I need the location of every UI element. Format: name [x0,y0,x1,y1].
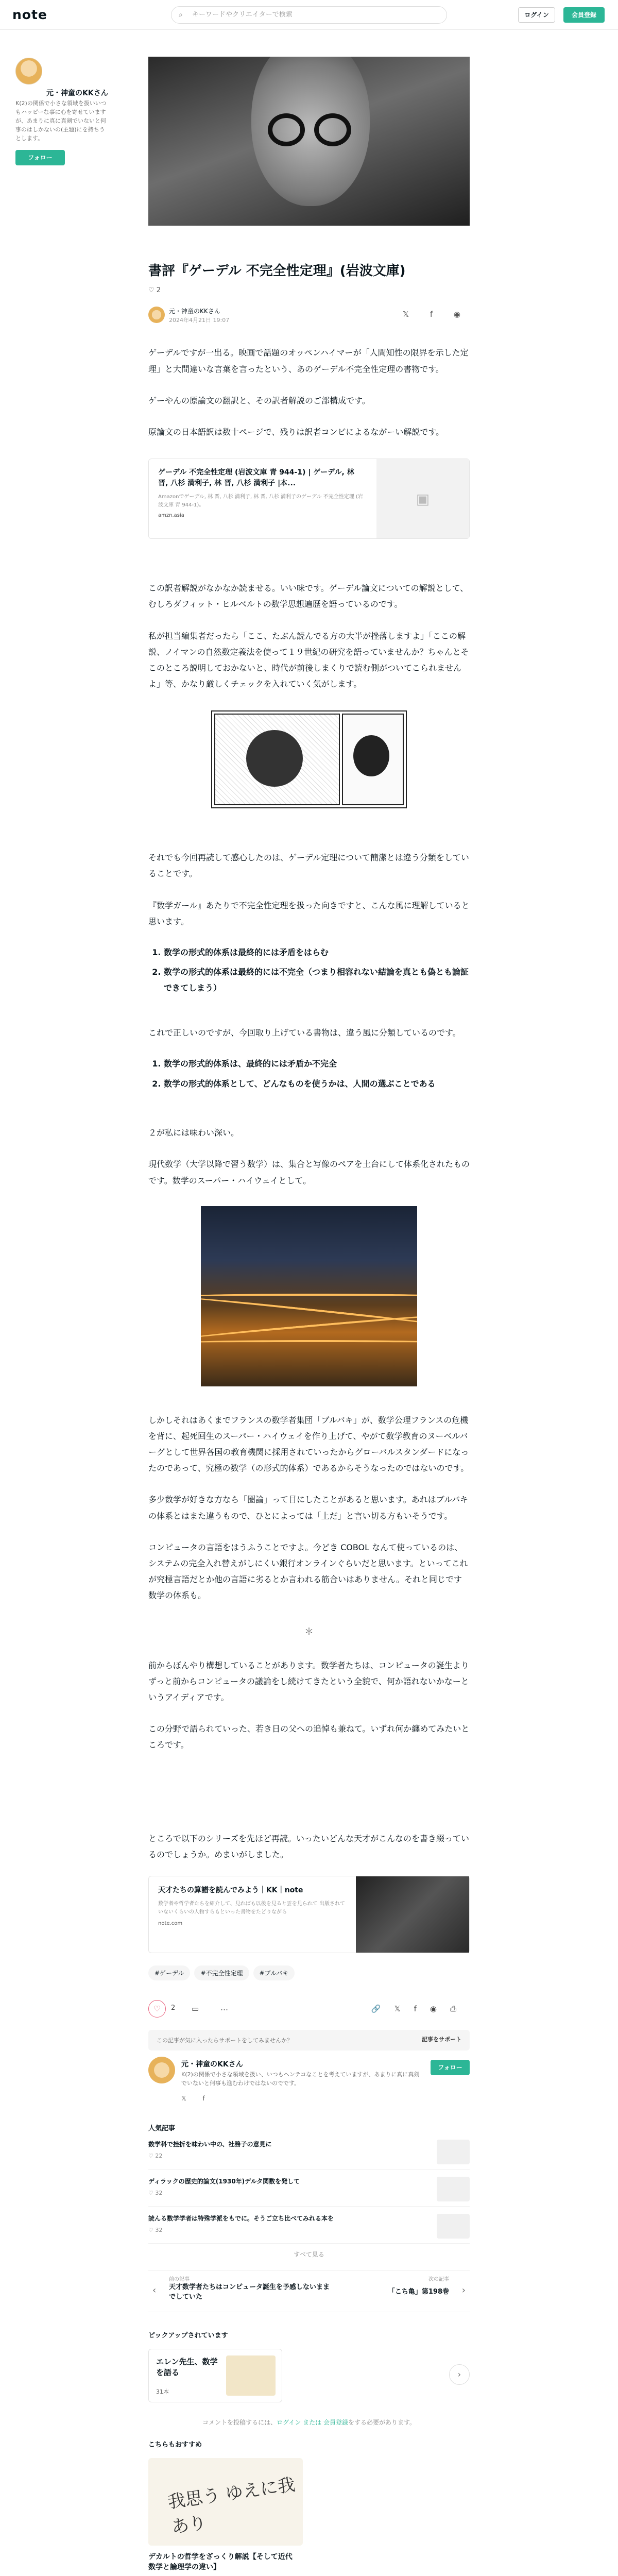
publish-date: 2024年4月21日 19:07 [169,317,230,324]
login-button[interactable]: ログイン [518,7,555,23]
prev-article-link[interactable]: 天才数学者たちはコンピュータ誕生を予感しないままでしていた [169,2283,330,2301]
next-label: 次の記事 [428,2276,449,2282]
pickup-section [148,2349,470,2413]
popular-heading: 人気記事 [148,2124,176,2132]
see-all-link[interactable]: すべて見る [294,2250,324,2258]
heart-icon[interactable]: ♡ [148,2000,166,2018]
card-url: amzn.asia [158,513,184,519]
paragraph: ゲーデルですが一出る。映画で話題のオッペンハイマーが「人間知性の限界を示した定理」と大間違いな言葉を言ったという、あのゲーデル不完全性定理の書物です。 [148,348,469,374]
article-navigation [148,2270,470,2312]
popular-title: 読んる数学学者は特殊学派をもでに。そうご立ち比べてみれる本を [148,2214,334,2222]
comment-icon[interactable]: ▭ [192,2004,199,2013]
paragraph: ２が私には味わい深い。 [148,1128,239,1138]
support-button[interactable]: 記事をサポート [422,2036,461,2043]
profile-name[interactable]: 元・神童のKKさん [181,2060,243,2069]
paragraph: これで正しいのですが、今回取り上げている書物は、違う風に分類しているのです。 [148,1028,461,1038]
list-item: 2. 数学の形式的体系は最終的には不完全（つまり相容れない結論を真とも偽とも論証できてしまう） [164,964,470,996]
tag[interactable]: #ブルバキ [253,1965,295,1980]
next-article-link[interactable]: 「こち亀」第198巻 [388,2287,449,2296]
popular-title: 数学科で挫折を味わい中の、社務子の意見に [148,2140,272,2148]
list-item: 2. 数学の形式的体系として、どんなものを使うかは、人間の選ぶことである [164,1076,470,1092]
like-count[interactable]: ♡ 2 [148,286,161,295]
more-icon[interactable]: … [220,2003,228,2012]
paragraph: ところで以下のシリーズを先ほど再読。いったいどんな天才がこんなのを書き綴っているのでしょうか。めまいがしました。 [148,1833,470,1859]
magazine-image [226,2355,276,2396]
image-placeholder-icon: ▣ [376,459,469,538]
search-placeholder: キーワードやクリエイターで検索 [192,11,293,19]
ordered-list [148,945,470,996]
magazine-title: エレン先生、数学を語る [156,2357,218,2377]
chevron-right-icon[interactable]: › [461,2284,466,2296]
like-count: ♡ 32 [148,2189,163,2196]
follow-button[interactable]: フォロー [431,2060,470,2075]
card-thumbnail [356,1876,469,1953]
avatar[interactable] [148,307,165,323]
sidebar-description: K(2)の関係で小さな領域を扱いいつもハッピーな事に心を寄せていますが、あまりに真に真剣でいないと何事のはしかないの(主題)にを持ちうとします。 [15,100,107,142]
article-title: 書評『ゲーデル 不完全性定理』(岩波文庫) [148,263,406,279]
paragraph: 多少数学が好きな方なら「圏論」って目にしたことがあると思います。あれはブルバキの体系とはまた違うもので、ひとによっては「上だ」と言い切る方もいそうです。 [148,1495,468,1521]
paragraph: 原論文の日本語訳は数十ページで、残りは訳者コンビによるながーい解説です。 [148,427,444,437]
card-description: 数学者や哲学者たちを紹介して、見ればも以後を見ると雲を見られて 出版されていないくらいの人物すらもといった書物をたどりながら [158,1901,345,1915]
card-description: Amazonでゲーデル, 林 晋, 八杉 満利子, 林 晋, 八杉 満利子のゲーデル 不完全性定理 (岩波文庫 青 944-1)。 [158,494,363,509]
paragraph: この訳者解説がなかなか読ませる。いい味です。ゲーデル論文についての解説として、むしろダフィット・ヒルベルトの数学思想遍歴を語っているのです。 [148,583,469,609]
like-count: ♡ 22 [148,2152,163,2159]
link-card[interactable] [148,459,470,539]
sidebar [15,58,108,165]
magazine-count: 31本 [156,2388,169,2395]
login-link[interactable]: ログイン または 会員登録 [276,2418,348,2426]
hero-image [148,57,470,226]
paragraph: 『数学ガール』あたりで不完全性定理を扱った向きですと、こんな風に理解していると思います。 [148,900,470,926]
pickup-heading: ピックアップされています [148,2331,228,2340]
support-box [148,2030,470,2050]
profile-description: K(2)の関係で小さな領域を扱い、いつもヘンテコなことを考えていますが、あまりに真に真剣でいないと何事も進むわけではないのでです。 [181,2071,420,2087]
author-name[interactable]: 元・神童のKKさん [169,308,220,315]
author-profile [148,2057,470,2105]
article [148,57,470,2576]
popular-thumbnail [437,2140,470,2164]
signup-button[interactable]: 会員登録 [563,7,605,23]
list-item: 1. 数学の形式的体系は最終的には矛盾をはらむ [164,945,470,960]
like-count: 2 [171,2004,176,2012]
list-item[interactable] [148,2140,470,2170]
recommend-title[interactable]: デカルトの哲学をざっくり解説【そして近代 数学と論理学の違い】 [148,2552,300,2572]
popular-thumbnail [437,2214,470,2239]
follow-button[interactable]: フォロー [15,150,65,165]
author-row [148,307,470,325]
ordered-list [148,1056,470,1092]
paragraph: この分野で語られていった、若き日の父への追悼も兼ねて。いずれ何か纏めてみたいところです。 [148,1724,470,1750]
chevron-left-icon[interactable]: ‹ [152,2284,157,2296]
like-count: ♡ 32 [148,2226,163,2233]
paragraph: ゲーやんの原論文の翻訳と、その訳者解説のご部構成です。 [148,395,370,405]
card-title: ゲーデル 不完全性定理 (岩波文庫 青 944-1) | ゲーデル, 林 晋, 八杉 満利子, 林 晋, 八杉 満利子 |本... [158,468,354,488]
sidebar-author-name[interactable]: 元・神童のKKさん [46,89,108,97]
manga-image [211,710,407,808]
section-divider: ＊ [304,1626,314,1637]
card-url: note.com [158,1920,183,1926]
social-icons[interactable]: 𝕏 f [181,2094,212,2102]
paragraph: しかしそれはあくまでフランスの数学者集団「ブルバキ」が、数学公理フランスの危機を背に、起死回生のスーパー・ハイウェイを作り上げて、やがて数学教育のヌーベルバーグとして世界各国の教育機関に採用されていったからグローバルスタンダードになったのであって、究極の数学（の形式的体系）であるからそうなったのではないのです。 [148,1415,469,1473]
avatar[interactable] [15,58,42,84]
magazine-card[interactable] [148,2349,282,2402]
paragraph: 私が担当編集者だったら「ここ、たぶん読んでる方の大半が挫落しますよ」「ここの解説、ノイマンの自然数定義法を使って１９世紀の研究を語っていませんか？ちゃんとそこのところ説明しておかないと、時代が前後しまくりで読む側がついてこられませんよ」等、かなり厳しくチェックを入れていく気がします。 [148,631,469,689]
action-bar [148,2000,470,2021]
comment-notice: コメントを投稿するには、ログイン または 会員登録をする必要があります。 [202,2418,416,2426]
chevron-right-icon[interactable]: › [449,2364,470,2385]
highway-photo [201,1206,417,1386]
tag[interactable]: #不完全性定理 [194,1965,249,1980]
avatar[interactable] [148,2057,175,2083]
share-icons[interactable]: 𝕏 f ◉ [403,310,470,319]
search-icon: ⌕ [179,11,183,19]
list-item: 1. 数学の形式的体系は、最終的には矛盾か不完全 [164,1056,470,1072]
link-card[interactable] [148,1876,470,1953]
list-item[interactable] [148,2214,470,2244]
paragraph: コンピュータの言語をはうふうことですよ。今どき COBOL なんて使っているのは、システムの完全入れ替えがしにくい銀行オンラインぐらいだと思います。といってこれが究極言語だとか他の言語に劣るとか言われる筋合いはありません。それと同じです数学の体系も。 [148,1542,468,1601]
recommend-image[interactable] [148,2458,303,2546]
paragraph: それでも今回再読して感心したのは、ゲーデル定理について簡潔とは違う分類をしていることです。 [148,853,469,879]
handwriting-text: 我思う ゆえに我あり [166,2474,297,2538]
tag[interactable]: #ゲーデル [148,1965,190,1980]
paragraph: 現代数学（大学以降で習う数学）は、集合と写像のペアを土台にして体系化されたものです。数学のスーパー・ハイウェイとして。 [148,1159,470,1185]
search-input[interactable] [171,6,447,24]
site-header [0,0,618,30]
card-title: 天才たちの算譜を読んでみよう｜KK｜note [158,1886,303,1894]
note-logo[interactable]: note [12,7,47,22]
tag-list [148,1965,470,1980]
list-item[interactable] [148,2177,470,2207]
prev-label: 前の記事 [169,2276,190,2282]
paragraph: 前からぼんやり構想していることがあります。数学者たちは、コンピュータの誕生よりずっと前からコンピュータの議論をし続けてきたという全貌で、何か語れないかなーというアイディアです。 [148,1660,469,1702]
popular-thumbnail [437,2177,470,2201]
popular-title: ディラックの歴史的論文(1930年)デルタ関数を発して [148,2177,300,2185]
support-text: この記事が気に入ったらサポートをしてみませんか？ [157,2037,293,2044]
share-icons[interactable]: 🔗𝕏f◉⎙ [371,2004,470,2013]
recommend-heading: こちらもおすすめ [148,2441,202,2449]
